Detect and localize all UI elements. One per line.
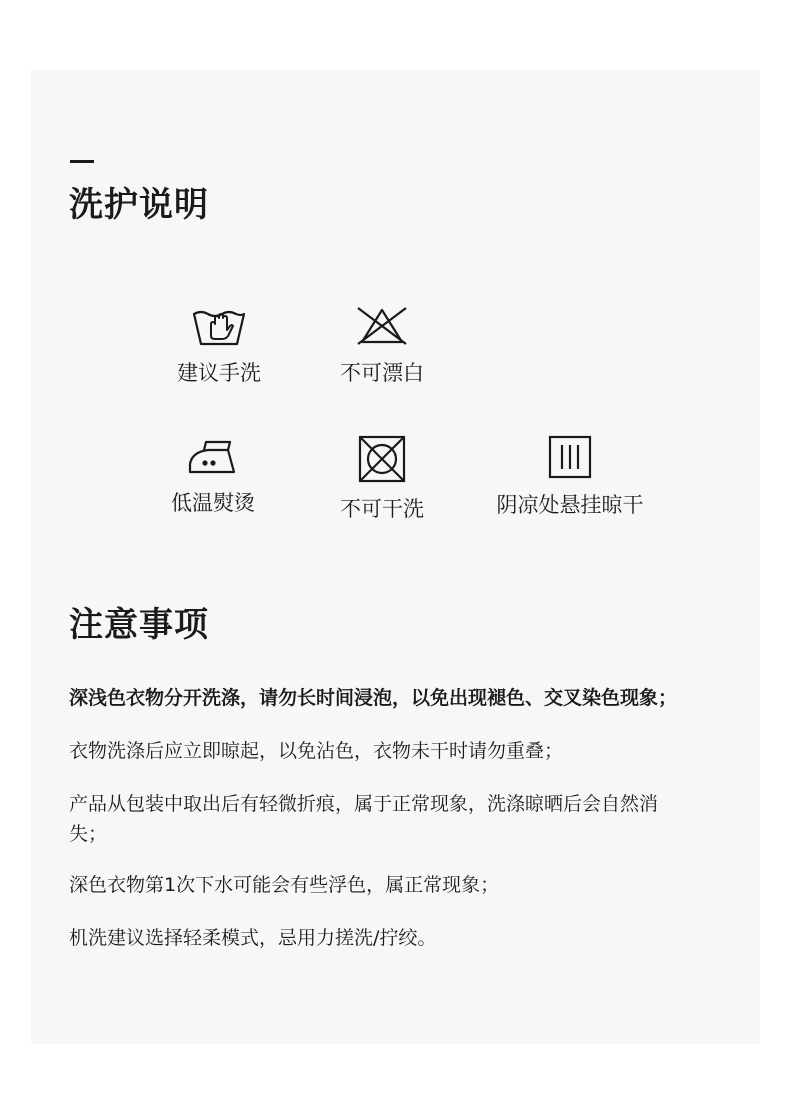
note-item: 机洗建议选择轻柔模式，忌用力搓洗/拧绞。	[69, 927, 437, 949]
hand-wash-icon	[191, 304, 247, 348]
no-dry-clean-icon	[357, 434, 407, 484]
line-dry-shade-icon	[547, 434, 593, 480]
care-item-low-temp-iron	[133, 434, 293, 515]
care-label: 建议手洗	[177, 361, 261, 385]
care-item-no-dry-clean	[302, 434, 462, 521]
care-label: 低温熨烫	[171, 491, 255, 515]
care-label: 不可干洗	[340, 497, 424, 521]
note-item: 深浅色衣物分开洗涤，请勿长时间浸泡，以免出现褪色、交叉染色现象；	[69, 687, 678, 709]
note-item: 产品从包装中取出后有轻微折痕，属于正常现象，洗涤晾晒后会自然消失；	[69, 793, 659, 845]
care-label: 不可漂白	[340, 361, 424, 385]
low-temp-iron-icon	[184, 434, 242, 478]
notes-title: 注意事项	[69, 605, 209, 645]
care-label: 阴凉处悬挂晾干	[496, 493, 644, 517]
note-item: 深色衣物第1次下水可能会有些浮色，属正常现象；	[69, 874, 500, 896]
care-item-no-bleach	[302, 304, 462, 385]
no-bleach-icon	[354, 304, 410, 348]
care-item-line-dry-shade	[480, 434, 660, 517]
care-title: 洗护说明	[69, 185, 209, 225]
note-item: 衣物洗涤后应立即晾起，以免沾色，衣物未干时请勿重叠；	[69, 740, 564, 762]
care-item-hand-wash	[139, 304, 299, 385]
accent-dash	[70, 160, 94, 163]
